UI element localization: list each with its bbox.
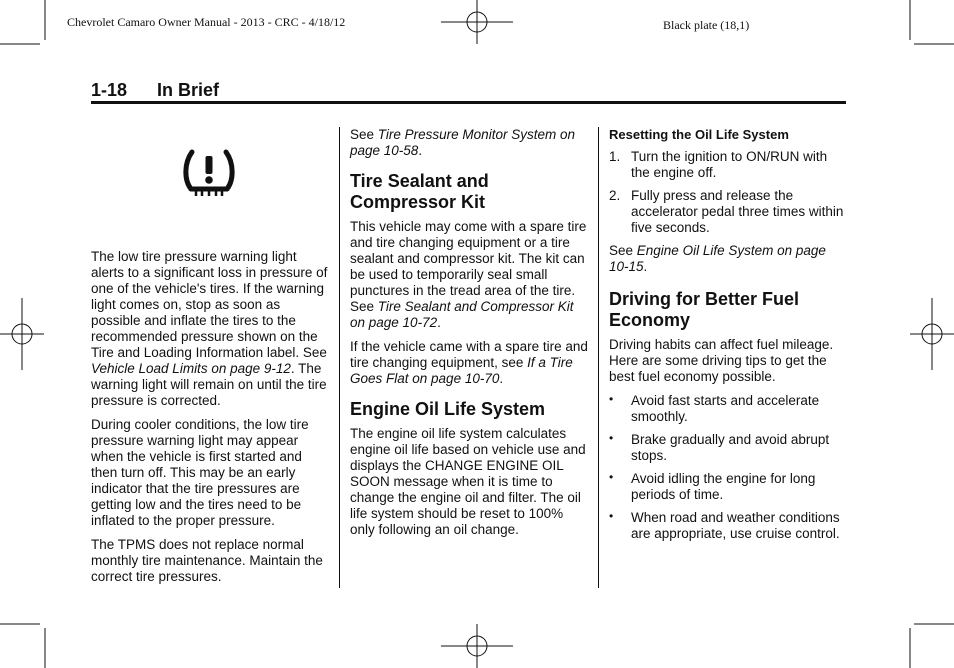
cross-reference: Vehicle Load Limits on page 9-12 bbox=[91, 361, 291, 376]
cooler-conditions-paragraph: During cooler conditions, the low tire pressure warning light may appear when the vehicle is first started and then turn off. This may be an early indicator that the tire pressures are getting low and the tires need to be inflated to the proper pressure. bbox=[91, 417, 309, 528]
list-item: • Avoid fast starts and accelerate smoothly. bbox=[609, 392, 820, 424]
heading-driving-economy: Driving for Better Fuel Economy bbox=[609, 289, 800, 330]
page-number: 1-18 bbox=[91, 80, 128, 100]
list-item: • Brake gradually and avoid abrupt stops. bbox=[609, 431, 830, 463]
list-item: 2. Fully press and release the accelerator pedal three times within five seconds. bbox=[609, 188, 844, 235]
column-3 bbox=[609, 127, 847, 549]
tpms-paragraph: The low tire pressure warning light alerts to a significant loss in pressure of one of the vehicle's tires. If the warning light comes on, stop as soon as possible and inflate the tires to the recommended pressure shown on the Tire and Loading Information label. See Vehicle Load Limits on page 9-12. The warning light will remain on until the tire pressure is corrected. bbox=[91, 249, 328, 408]
cross-reference: If a Tire Goes Flat on page 10-70 bbox=[350, 355, 573, 386]
list-item: 1. Turn the ignition to ON/RUN with the engine off. bbox=[609, 149, 828, 180]
reset-steps bbox=[609, 149, 847, 236]
section-rule bbox=[91, 101, 846, 104]
heading-tire-sealant: Tire Sealant and Compressor Kit bbox=[350, 171, 489, 212]
sealant-paragraph: This vehicle may come with a spare tire and tire changing equipment or a tire sealant and compressor kit. The kit can be used to temporarily seal small punctures in the tread area of the tire. See Tire Sealant and Compressor Kit on page 10-72. bbox=[350, 219, 587, 330]
cross-reference: Tire Pressure Monitor System on page 10-58 bbox=[350, 127, 575, 158]
bullet-icon: • bbox=[609, 509, 614, 523]
heading-engine-oil-life: Engine Oil Life System bbox=[350, 399, 546, 419]
see-reference-paragraph: See Tire Pressure Monitor System on page 10-58. bbox=[350, 127, 575, 158]
cross-reference: Tire Sealant and Compressor Kit on page 10-72 bbox=[350, 299, 574, 330]
cross-reference: Engine Oil Life System on page 10-15 bbox=[609, 243, 826, 274]
plate-label: Black plate (18,1) bbox=[663, 18, 750, 32]
driving-paragraph: Driving habits can affect fuel mileage. Here are some driving tips to get the best fuel economy possible. bbox=[609, 337, 834, 384]
tpms-maintenance-paragraph: The TPMS does not replace normal monthly tire maintenance. Maintain the correct tire pressures. bbox=[91, 537, 323, 584]
running-header: Chevrolet Camaro Owner Manual - 2013 - CRC - 4/18/12 bbox=[67, 15, 346, 29]
column-1 bbox=[0, 127, 331, 593]
heading-resetting-oil-life: Resetting the Oil Life System bbox=[609, 127, 789, 142]
oil-life-paragraph: The engine oil life system calculates engine oil life based on vehicle use and displays the CHANGE ENGINE OIL SOON message when it is time to change the engine oil and filter. The oil life system should be reset to 100% only following an oil change. bbox=[350, 426, 586, 537]
section-heading bbox=[91, 80, 846, 100]
spare-tire-paragraph: If the vehicle came with a spare tire and tire changing equipment, see If a Tire Goes Flat on page 10-70. bbox=[350, 339, 588, 386]
column-2 bbox=[350, 127, 588, 546]
column-divider bbox=[598, 127, 599, 588]
column-divider bbox=[339, 127, 340, 588]
section-title: In Brief bbox=[157, 80, 220, 100]
list-item: • Avoid idling the engine for long periods of time. bbox=[609, 470, 816, 502]
tire-pressure-warning-icon bbox=[183, 147, 235, 203]
bullet-icon: • bbox=[609, 431, 614, 445]
bullet-icon: • bbox=[609, 470, 614, 484]
list-item: • When road and weather conditions are appropriate, use cruise control. bbox=[609, 509, 840, 541]
bullet-icon: • bbox=[609, 392, 614, 406]
see-reference-paragraph: See Engine Oil Life System on page 10-15. bbox=[609, 243, 826, 274]
driving-tips bbox=[609, 393, 847, 542]
